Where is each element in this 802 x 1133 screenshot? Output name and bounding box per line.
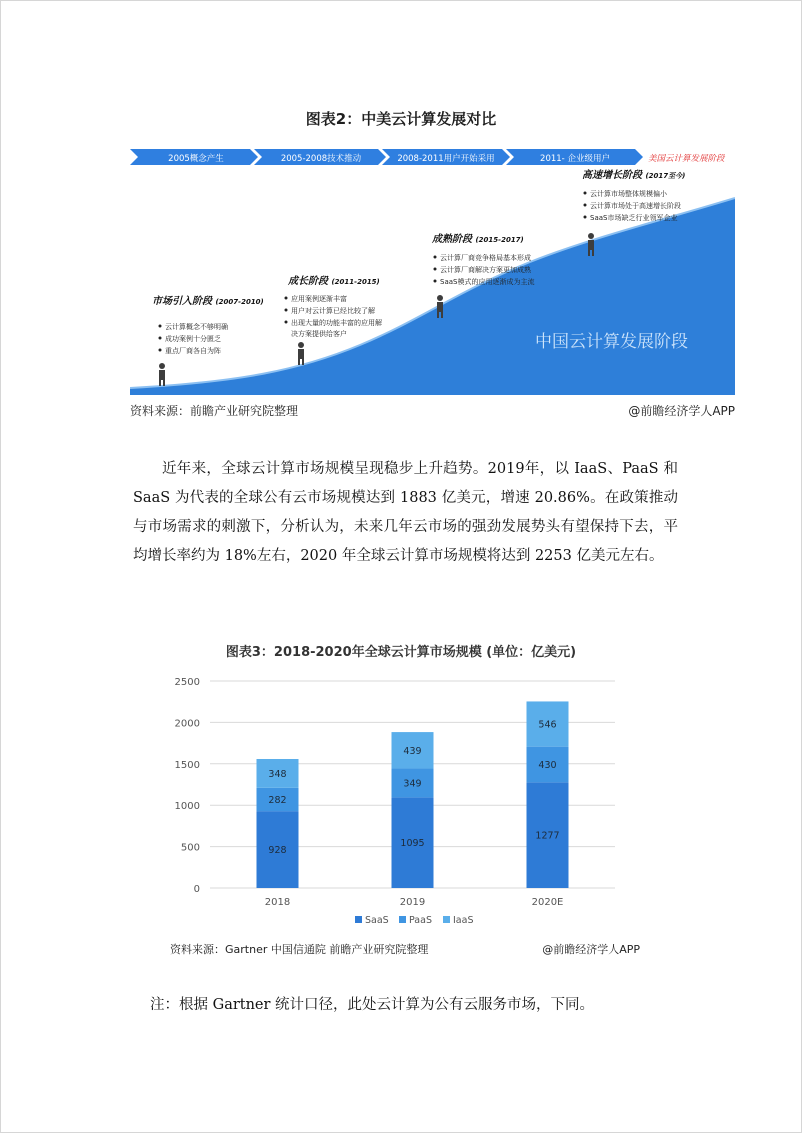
stage-rapid-growth bbox=[582, 169, 685, 222]
figure2-brand: @前瞻经济学人APP bbox=[628, 404, 735, 418]
svg-text:高速增长阶段 (2017至今): 高速增长阶段 (2017至今) bbox=[582, 170, 686, 181]
figure2-source: 资料来源：前瞻产业研究院整理 bbox=[130, 404, 299, 418]
timeline-step-2: 2005-2008技术推动 bbox=[280, 154, 362, 164]
svg-text:SaaS模式的应用逐渐成为主流: SaaS模式的应用逐渐成为主流 bbox=[440, 278, 535, 286]
svg-text:云计算厂商竞争格局基本形成: 云计算厂商竞争格局基本形成 bbox=[440, 254, 531, 262]
figure3-source: 资料来源：Gartner 中国信通院 前瞻产业研究院整理 bbox=[170, 943, 429, 956]
x-tick-label: 2020E bbox=[531, 897, 564, 908]
stage-mature bbox=[431, 233, 534, 286]
mountain-slope bbox=[130, 198, 735, 395]
svg-text:成长阶段 (2011-2015): 成长阶段 (2011-2015) bbox=[288, 276, 380, 287]
data-label: 439 bbox=[403, 745, 422, 757]
footnote: 注：根据 Gartner 统计口径，此处云计算为公有云服务市场，下同。 bbox=[150, 997, 595, 1013]
climber-icon bbox=[298, 342, 304, 365]
data-label: 430 bbox=[538, 759, 557, 771]
data-label: 348 bbox=[268, 768, 287, 780]
us-stage-label: 美国云计算发展阶段 bbox=[648, 154, 725, 164]
climber-icon bbox=[159, 363, 165, 386]
svg-text:决方案提供给客户: 决方案提供给客户 bbox=[291, 330, 347, 338]
svg-text:重点厂商各自为阵: 重点厂商各自为阵 bbox=[165, 347, 221, 355]
data-label: 546 bbox=[538, 719, 557, 731]
stage-growth bbox=[285, 275, 383, 338]
data-label: 1095 bbox=[400, 838, 425, 850]
stage-market-intro bbox=[152, 295, 264, 355]
timeline-step-3: 2008-2011用户开始采用 bbox=[397, 154, 495, 164]
body-paragraph bbox=[133, 455, 678, 571]
data-label: 928 bbox=[268, 845, 287, 857]
svg-text:云计算厂商解决方案更加成熟: 云计算厂商解决方案更加成熟 bbox=[440, 266, 531, 274]
y-tick-label: 2500 bbox=[174, 677, 200, 688]
timeline-step-4: 2011- 企业级用户 bbox=[540, 154, 610, 164]
y-tick-label: 1000 bbox=[174, 801, 200, 813]
legend-swatch-iaas bbox=[443, 916, 450, 923]
legend-swatch-saas bbox=[355, 916, 362, 923]
data-label: 349 bbox=[403, 778, 422, 790]
figure2-diagram bbox=[130, 140, 735, 395]
legend-label: SaaS bbox=[365, 915, 389, 926]
svg-text:用户对云计算已经比较了解: 用户对云计算已经比较了解 bbox=[291, 307, 375, 315]
svg-text:应用案例逐渐丰富: 应用案例逐渐丰富 bbox=[291, 295, 347, 303]
figure2-title: 图表2：中美云计算发展对比 bbox=[305, 110, 497, 128]
stacked-bar-chart bbox=[165, 665, 640, 930]
y-tick-label: 0 bbox=[193, 884, 200, 895]
svg-text:SaaS市场缺乏行业领军企业: SaaS市场缺乏行业领军企业 bbox=[590, 214, 678, 222]
x-tick-label: 2018 bbox=[264, 897, 291, 908]
timeline-arrows bbox=[130, 149, 726, 165]
svg-text:云计算概念不够明确: 云计算概念不够明确 bbox=[165, 323, 228, 331]
data-label: 282 bbox=[268, 794, 287, 806]
svg-text:云计算市场整体规模偏小: 云计算市场整体规模偏小 bbox=[590, 190, 667, 198]
timeline-step-1: 2005概念产生 bbox=[168, 154, 224, 164]
y-tick-label: 2000 bbox=[174, 718, 200, 730]
y-tick-label: 1500 bbox=[174, 759, 200, 771]
figure3-brand: @前瞻经济学人APP bbox=[542, 943, 640, 956]
legend-swatch-paas bbox=[399, 916, 406, 923]
paragraph-text: 近年来，全球云计算市场规模呈现稳步上升趋势。2019年，以 IaaS、PaaS 和 SaaS 为代表的全球公有云市场规模达到 1883 亿美元，增速 20.86%。在政策推动与市场需求的刺激下，分析认为，未来几年云市场的强劲发展势头有望保持下去，平均增长率约为 18%左右，2020 年全球云计算市场规模将达到 2253 亿美元左右。 bbox=[133, 461, 678, 564]
legend-label: IaaS bbox=[453, 915, 474, 926]
legend-label: PaaS bbox=[409, 915, 432, 926]
china-stage-label: 中国云计算发展阶段 bbox=[535, 332, 688, 352]
x-tick-label: 2019 bbox=[399, 897, 426, 908]
svg-text:云计算市场处于高速增长阶段: 云计算市场处于高速增长阶段 bbox=[590, 202, 681, 210]
svg-text:成功案例十分匮乏: 成功案例十分匮乏 bbox=[165, 335, 221, 343]
svg-text:出现大量的功能丰富的应用解: 出现大量的功能丰富的应用解 bbox=[291, 319, 382, 327]
svg-text:成熟阶段 (2015-2017): 成熟阶段 (2015-2017) bbox=[432, 234, 524, 245]
data-label: 1277 bbox=[535, 830, 560, 842]
chart-title: 图表3：2018-2020年全球云计算市场规模 (单位：亿美元) bbox=[225, 645, 577, 660]
svg-text:市场引入阶段 (2007-2010): 市场引入阶段 (2007-2010) bbox=[152, 296, 264, 307]
y-tick-label: 500 bbox=[180, 842, 200, 854]
